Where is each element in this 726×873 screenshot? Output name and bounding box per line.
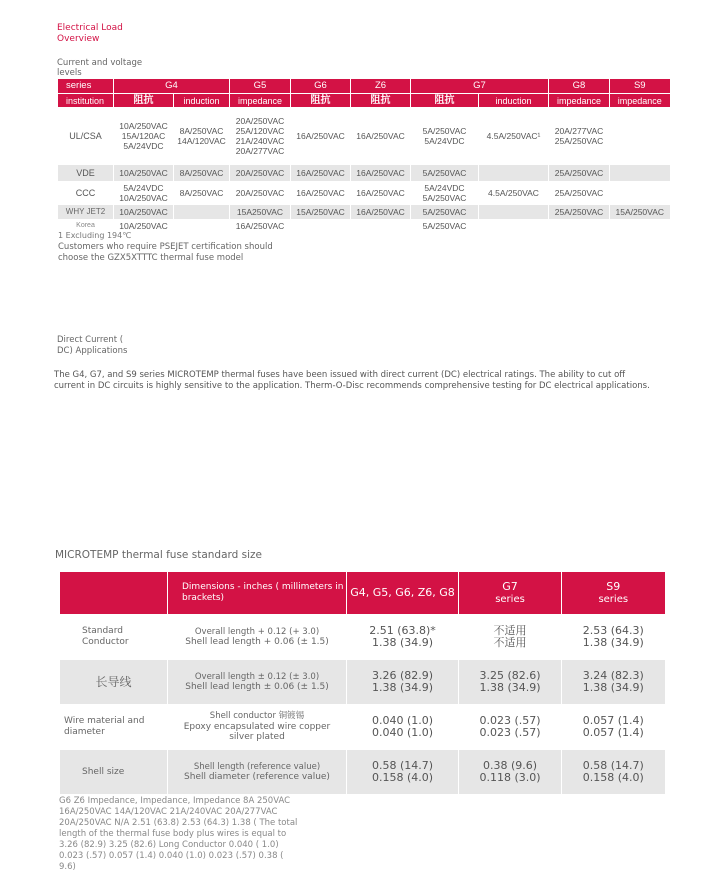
overflow-text: G6 Z6 Impedance, Impedance, Impedance 8A 250VAC 16A/250VAC 14A/120VAC 21A/240VAC 20A/277VAC 20A/250VAC N/A 2.51 (63.8) 2.53 (64.3) 1.38 ( The total length of the thermal fuse body plus wires is equal to 3.26 (82.9) 3.25 (82.6) Long Conductor 0.040 ( 1.0) 0.023 (.57) 0.057 (1.4) 0.040 (1.0) 0.023 (.57) 0.38 ( 9.6): [59, 796, 298, 872]
rating-cell: [291, 219, 351, 233]
header-empty-cell: [60, 572, 168, 615]
dimension-value: 3.24 (82.3): [582, 669, 644, 682]
rating-value: 4.5A/250VAC: [488, 188, 539, 198]
rating-cell: [411, 107, 479, 165]
header-s9: [562, 572, 665, 615]
rating-value: 5A/24VDC: [123, 183, 164, 193]
rating-cell: [549, 205, 610, 219]
dimension-value: 1.38 (34.9): [371, 636, 434, 649]
description-line: Shell lead length + 0.06 (± 1.5): [185, 637, 329, 647]
header-sub: induction: [174, 94, 230, 108]
description-line: Overall length + 0.12 (+ 3.0): [194, 626, 320, 637]
institution-cell: VDE: [58, 165, 114, 181]
dimension-cell-c3: [562, 705, 665, 750]
header-series-g6: G6: [291, 79, 351, 94]
rating-value: 4.5A/250VAC¹: [486, 131, 541, 141]
rating-cell: [230, 219, 291, 233]
dimension-value: 0.040 (1.0): [371, 714, 434, 727]
table-row: [58, 219, 670, 233]
row-label: Wire material and diameter: [60, 705, 168, 750]
dimension-value: 0.118 (3.0): [479, 771, 541, 784]
footnote-text: Customers who require PSEJET certification should choose the GZX5XTTTC thermal fuse model: [58, 242, 273, 263]
subtitle-current-voltage: Current and voltage levels: [57, 58, 143, 78]
rating-value: 16A/250VAC: [356, 131, 405, 141]
dimension-value: 0.023 (.57): [479, 714, 541, 727]
rating-cell: [479, 165, 549, 181]
rating-cell: [610, 219, 670, 233]
header-series-label: series: [58, 79, 114, 94]
dimension-value: 1.38 (34.9): [582, 636, 644, 649]
size-table-row: [60, 705, 665, 750]
dimension-cell-c1: [347, 750, 459, 795]
dimension-value: 0.58 (14.7): [371, 759, 434, 772]
dimension-value: 0.057 (1.4): [582, 726, 644, 739]
rating-cell: [174, 219, 230, 233]
header-sub: impedance: [230, 94, 291, 108]
dimension-value: 1.38 (34.9): [479, 681, 541, 694]
dimension-cell-c1: [347, 615, 459, 660]
rating-value: 5A/250VAC: [422, 193, 467, 203]
rating-cell: [610, 205, 670, 219]
size-table-row: [60, 660, 665, 705]
rating-value: 10A/250VAC: [119, 168, 168, 178]
rating-cell: [411, 219, 479, 233]
header-institution-label: institution: [58, 94, 114, 108]
rating-cell: [174, 205, 230, 219]
dimension-value: 3.25 (82.6): [479, 669, 541, 682]
rating-cell: [479, 219, 549, 233]
rating-cell: [411, 181, 479, 205]
rating-value: 15A250VAC: [236, 207, 284, 217]
dimension-value: 0.38 (9.6): [482, 759, 538, 772]
dimension-cell-c2: [459, 615, 562, 660]
dimension-cell-c2: [459, 705, 562, 750]
rating-cell: [479, 181, 549, 205]
description-line: Shell conductor 铜镀锡: [209, 711, 305, 722]
rating-cell: [479, 107, 549, 165]
dimension-cell-c1: [347, 660, 459, 705]
header-s9-series: series: [598, 593, 629, 605]
dimension-cell-c2: [459, 660, 562, 705]
description-line: Shell diameter (reference value): [184, 772, 330, 782]
rating-value: 8A/250VAC: [179, 188, 224, 198]
rating-value: 5A/250VAC: [422, 221, 467, 231]
rating-cell: [174, 107, 230, 165]
rating-value: 21A/240VAC: [235, 136, 285, 146]
footnote-marker: 1 Excluding 194℃: [58, 231, 132, 240]
rating-value: 5A/250VAC: [422, 207, 467, 217]
description-line: Shell length (reference value): [193, 761, 321, 772]
rating-value: 25A/250VAC: [554, 188, 604, 198]
institution-cell: Korea: [58, 219, 114, 233]
table-row: [58, 107, 670, 165]
header-sub: 阻抗: [114, 94, 174, 108]
row-label: 长导线: [60, 660, 168, 705]
row-label: Standard Conductor: [60, 615, 168, 660]
rating-value: 5A/24VDC: [424, 136, 465, 146]
dimension-value: 不适用: [493, 636, 527, 649]
rating-cell: [291, 165, 351, 181]
header-g7-name: G7: [502, 579, 518, 593]
institution-cell: WHY JET2: [58, 205, 114, 219]
rating-cell: [230, 181, 291, 205]
rating-cell: [114, 107, 174, 165]
rating-value: 5A/250VAC: [422, 126, 467, 136]
rating-value: 5A/250VAC: [422, 168, 467, 178]
header-series-g7: G7: [411, 79, 549, 94]
rating-value: 16A/250VAC: [296, 131, 345, 141]
header-sub: induction: [479, 94, 549, 108]
rating-value: 25A/250VAC: [554, 168, 604, 178]
rating-value: 15A/250VAC: [296, 207, 345, 217]
dc-section-body: The G4, G7, and S9 series MICROTEMP thermal fuses have been issued with direct current (DC) electrical ratings. The ability to cut off current in DC circuits is highly sensitive to the application. Therm-O-Disc recommends comprehensive testing for DC electrical applications.: [54, 370, 650, 391]
header-s9-name: S9: [606, 579, 621, 593]
dc-section-title: Direct Current ( DC) Applications: [57, 335, 128, 356]
rating-cell: [549, 107, 610, 165]
rating-value: 20A/250VAC: [235, 116, 285, 126]
institution-cell: CCC: [58, 181, 114, 205]
rating-value: 25A/120VAC: [235, 126, 285, 136]
description-line: Shell lead length ± 0.06 (± 1.5): [185, 682, 329, 692]
rating-value: 10A/250VAC: [119, 207, 168, 217]
rating-value: 16A/250VAC: [356, 207, 405, 217]
rating-cell: [610, 165, 670, 181]
header-sub: 阻抗: [351, 94, 411, 108]
rating-cell: [549, 181, 610, 205]
dimension-cell-c2: [459, 750, 562, 795]
dimension-value: 1.38 (34.9): [582, 681, 644, 694]
rating-cell: [174, 165, 230, 181]
table-row: [58, 181, 670, 205]
table-row: [58, 165, 670, 181]
header-series-s9: S9: [610, 79, 670, 94]
dimension-value: 0.040 (1.0): [371, 726, 434, 739]
rating-cell: [291, 205, 351, 219]
dimension-value: 2.53 (64.3): [582, 624, 644, 637]
header-sub: 阻抗: [291, 94, 351, 108]
dimension-cell-c3: [562, 750, 665, 795]
rating-cell: [114, 205, 174, 219]
dimension-cell-c3: [562, 615, 665, 660]
row-description: [168, 660, 347, 705]
dimension-value: 3.26 (82.9): [371, 669, 434, 682]
header-series-g4: G4: [114, 79, 230, 94]
rating-value: 16A/250VAC: [356, 168, 405, 178]
header-sub: impedance: [610, 94, 670, 108]
rating-cell: [549, 165, 610, 181]
rating-value: 20A/277VAC: [235, 146, 285, 156]
row-description: [168, 615, 347, 660]
rating-cell: [411, 165, 479, 181]
rating-cell: [351, 219, 411, 233]
row-description: [168, 705, 347, 750]
rating-cell: [230, 107, 291, 165]
rating-cell: [351, 107, 411, 165]
row-label: Shell size: [60, 750, 168, 795]
dimension-value: 0.023 (.57): [479, 726, 541, 739]
rating-cell: [114, 165, 174, 181]
rating-value: 25A/250VAC: [554, 136, 604, 146]
header-sub: 阻抗: [411, 94, 479, 108]
header-series-z6: Z6: [351, 79, 411, 94]
header-dimensions: Dimensions - inches ( millimeters in brackets): [168, 572, 347, 615]
rating-value: 10A/250VAC: [119, 221, 168, 231]
rating-cell: [549, 219, 610, 233]
table-header-series: [58, 79, 670, 94]
rating-cell: [610, 107, 670, 165]
rating-value: 5A/24VDC: [424, 183, 465, 193]
table-row: [58, 205, 670, 219]
rating-value: 10A/250VAC: [119, 121, 168, 131]
header-series-g8: G8: [549, 79, 610, 94]
header-g7: [459, 572, 562, 615]
description-line: Epoxy encapsulated wire copper silver plated: [183, 721, 331, 743]
rating-value: 20A/250VAC: [235, 188, 285, 198]
rating-value: 5A/24VDC: [123, 141, 164, 151]
rating-value: 20A/277VAC: [554, 126, 604, 136]
rating-cell: [479, 205, 549, 219]
rating-value: 16A/250VAC: [296, 188, 345, 198]
rating-cell: [351, 205, 411, 219]
description-line: Overall length ± 0.12 (± 3.0): [194, 671, 320, 682]
size-table-row: [60, 615, 665, 660]
dimension-value: 不适用: [493, 624, 527, 637]
rating-cell: [411, 205, 479, 219]
rating-value: 15A/120AC: [121, 131, 166, 141]
rating-value: 16A/250VAC: [235, 221, 285, 231]
rating-cell: [114, 181, 174, 205]
dimension-value: 2.51 (63.8)*: [369, 624, 436, 637]
dimension-value: 1.38 (34.9): [371, 681, 434, 694]
section-title-electrical-load: Electrical Load Overview: [57, 23, 123, 44]
rating-value: 16A/250VAC: [356, 188, 405, 198]
dimension-value: 0.58 (14.7): [582, 759, 644, 772]
header-g4-g8: G4, G5, G6, Z6, G8: [347, 572, 459, 615]
rating-cell: [174, 181, 230, 205]
dimension-cell-c1: [347, 705, 459, 750]
rating-value: 16A/250VAC: [296, 168, 345, 178]
size-table-row: [60, 750, 665, 795]
rating-value: 14A/120VAC: [177, 136, 226, 146]
header-sub: impedance: [549, 94, 610, 108]
institution-cell: UL/CSA: [58, 107, 114, 165]
rating-value: 8A/250VAC: [179, 168, 224, 178]
rating-cell: [351, 181, 411, 205]
rating-cell: [610, 181, 670, 205]
dimension-value: 0.158 (4.0): [371, 771, 434, 784]
row-description: [168, 750, 347, 795]
rating-value: 15A/250VAC: [615, 207, 664, 217]
rating-cell: [230, 165, 291, 181]
dimension-value: 0.158 (4.0): [582, 771, 644, 784]
rating-cell: [291, 107, 351, 165]
dimension-cell-c3: [562, 660, 665, 705]
rating-cell: [291, 181, 351, 205]
size-section-title: MICROTEMP thermal fuse standard size: [55, 549, 262, 561]
rating-value: 20A/250VAC: [235, 168, 285, 178]
standard-size-table: [59, 572, 665, 794]
header-g7-series: series: [495, 593, 525, 605]
rating-value: 8A/250VAC: [179, 126, 224, 136]
dimension-value: 0.057 (1.4): [582, 714, 644, 727]
header-series-g5: G5: [230, 79, 291, 94]
electrical-load-table: [57, 79, 670, 233]
rating-value: 10A/250VAC: [119, 193, 168, 203]
table-header-institution: [58, 94, 670, 108]
rating-cell: [230, 205, 291, 219]
rating-cell: [351, 165, 411, 181]
size-table-header: [60, 572, 665, 615]
rating-value: 25A/250VAC: [554, 207, 604, 217]
